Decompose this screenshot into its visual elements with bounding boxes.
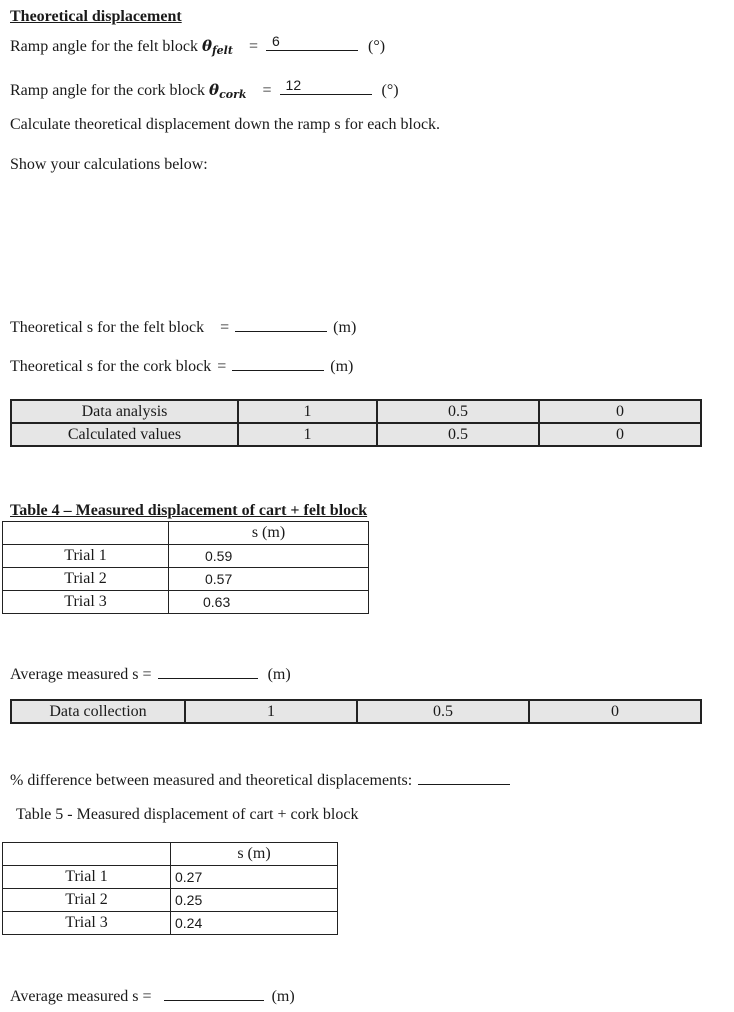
theoretical-felt-unit: (m) bbox=[333, 319, 357, 336]
table-cell: 0.5 bbox=[377, 400, 539, 423]
table-row bbox=[3, 591, 369, 614]
trial-label: Trial 1 bbox=[3, 545, 169, 568]
average-felt-field[interactable] bbox=[158, 661, 258, 679]
theta-felt-symbol: $\theta_{felt}$ bbox=[201, 37, 233, 57]
data-collection-table bbox=[10, 699, 702, 724]
table-row bbox=[3, 843, 338, 866]
table-row bbox=[3, 866, 338, 889]
average-felt-label: Average measured s = bbox=[10, 666, 152, 683]
average-cork-unit: (m) bbox=[271, 988, 295, 1005]
trial-value[interactable]: 0.24 bbox=[171, 912, 338, 935]
section-title: Theoretical displacement bbox=[10, 8, 182, 25]
theoretical-felt-line bbox=[10, 314, 356, 337]
felt-angle-line bbox=[10, 33, 385, 57]
table4-title: Table 4 – Measured displacement of cart + felt block bbox=[10, 502, 368, 519]
table-cell: 1 bbox=[238, 400, 377, 423]
show-calculations-text: Show your calculations below: bbox=[10, 156, 208, 173]
table-row bbox=[11, 400, 701, 423]
calculated-values-label: Calculated values bbox=[11, 423, 238, 446]
theoretical-cork-equals: = bbox=[217, 358, 227, 375]
theoretical-felt-field[interactable] bbox=[235, 314, 327, 332]
trial-label: Trial 3 bbox=[3, 912, 171, 935]
table-cell: 0.5 bbox=[357, 700, 529, 723]
trial-label: Trial 2 bbox=[3, 889, 171, 912]
average-felt-unit: (m) bbox=[267, 666, 291, 683]
table-row bbox=[3, 912, 338, 935]
felt-angle-unit: (°) bbox=[367, 38, 386, 55]
cork-equals: = bbox=[262, 82, 272, 99]
cork-angle-unit: (°) bbox=[381, 82, 399, 99]
trial-value[interactable]: 0.57 bbox=[169, 568, 369, 591]
table5 bbox=[2, 842, 338, 935]
average-cork-field[interactable] bbox=[164, 983, 264, 1001]
percent-difference-label: % difference between measured and theoretical displacements: bbox=[10, 772, 413, 789]
average-cork-label: Average measured s = bbox=[10, 988, 152, 1005]
table5-header: s (m) bbox=[171, 843, 338, 866]
table-cell: 1 bbox=[185, 700, 357, 723]
table-cell bbox=[3, 843, 171, 866]
trial-label: Trial 3 bbox=[3, 591, 169, 614]
table5-title: Table 5 - Measured displacement of cart + cork block bbox=[16, 806, 359, 823]
table-cell: 0 bbox=[529, 700, 701, 723]
theoretical-cork-unit: (m) bbox=[330, 358, 354, 375]
percent-difference-field[interactable] bbox=[418, 767, 510, 785]
table-row bbox=[3, 522, 369, 545]
table-row bbox=[3, 568, 369, 591]
trial-value[interactable]: 0.59 bbox=[169, 545, 369, 568]
theoretical-cork-field[interactable] bbox=[232, 353, 324, 371]
table-row bbox=[11, 700, 701, 723]
cork-angle-field[interactable]: 12 bbox=[280, 77, 372, 95]
average-felt-line bbox=[10, 661, 291, 684]
table-cell: 0 bbox=[539, 400, 701, 423]
table-cell: 0 bbox=[539, 423, 701, 446]
trial-label: Trial 2 bbox=[3, 568, 169, 591]
theta-cork-symbol: $\theta_{cork}$ bbox=[209, 81, 247, 101]
theoretical-cork-line bbox=[10, 353, 353, 376]
theoretical-cork-label: Theoretical s for the cork block bbox=[10, 358, 212, 375]
table-cell: 0.5 bbox=[377, 423, 539, 446]
table4-header: s (m) bbox=[169, 522, 369, 545]
felt-equals: = bbox=[248, 38, 258, 55]
instruction-text: Calculate theoretical displacement down the ramp s for each block. bbox=[10, 116, 441, 133]
trial-value[interactable]: 0.25 bbox=[171, 889, 338, 912]
table-row bbox=[3, 889, 338, 912]
table-cell: 1 bbox=[238, 423, 377, 446]
theoretical-felt-equals: = bbox=[220, 319, 230, 336]
theoretical-felt-label: Theoretical s for the felt block bbox=[10, 319, 205, 336]
trial-value[interactable]: 0.63 bbox=[169, 591, 369, 614]
felt-angle-label: Ramp angle for the felt block bbox=[10, 38, 198, 55]
percent-difference-line bbox=[10, 767, 510, 790]
data-analysis-table bbox=[10, 399, 702, 447]
cork-angle-label: Ramp angle for the cork block bbox=[10, 82, 206, 99]
data-analysis-label: Data analysis bbox=[11, 400, 238, 423]
average-cork-line bbox=[10, 983, 295, 1006]
table-row bbox=[11, 423, 701, 446]
data-collection-label: Data collection bbox=[11, 700, 185, 723]
cork-angle-line bbox=[10, 77, 399, 101]
felt-angle-field[interactable]: 6 bbox=[266, 33, 358, 51]
trial-value[interactable]: 0.27 bbox=[171, 866, 338, 889]
table-row bbox=[3, 545, 369, 568]
table-cell bbox=[3, 522, 169, 545]
trial-label: Trial 1 bbox=[3, 866, 171, 889]
table4 bbox=[2, 521, 369, 614]
